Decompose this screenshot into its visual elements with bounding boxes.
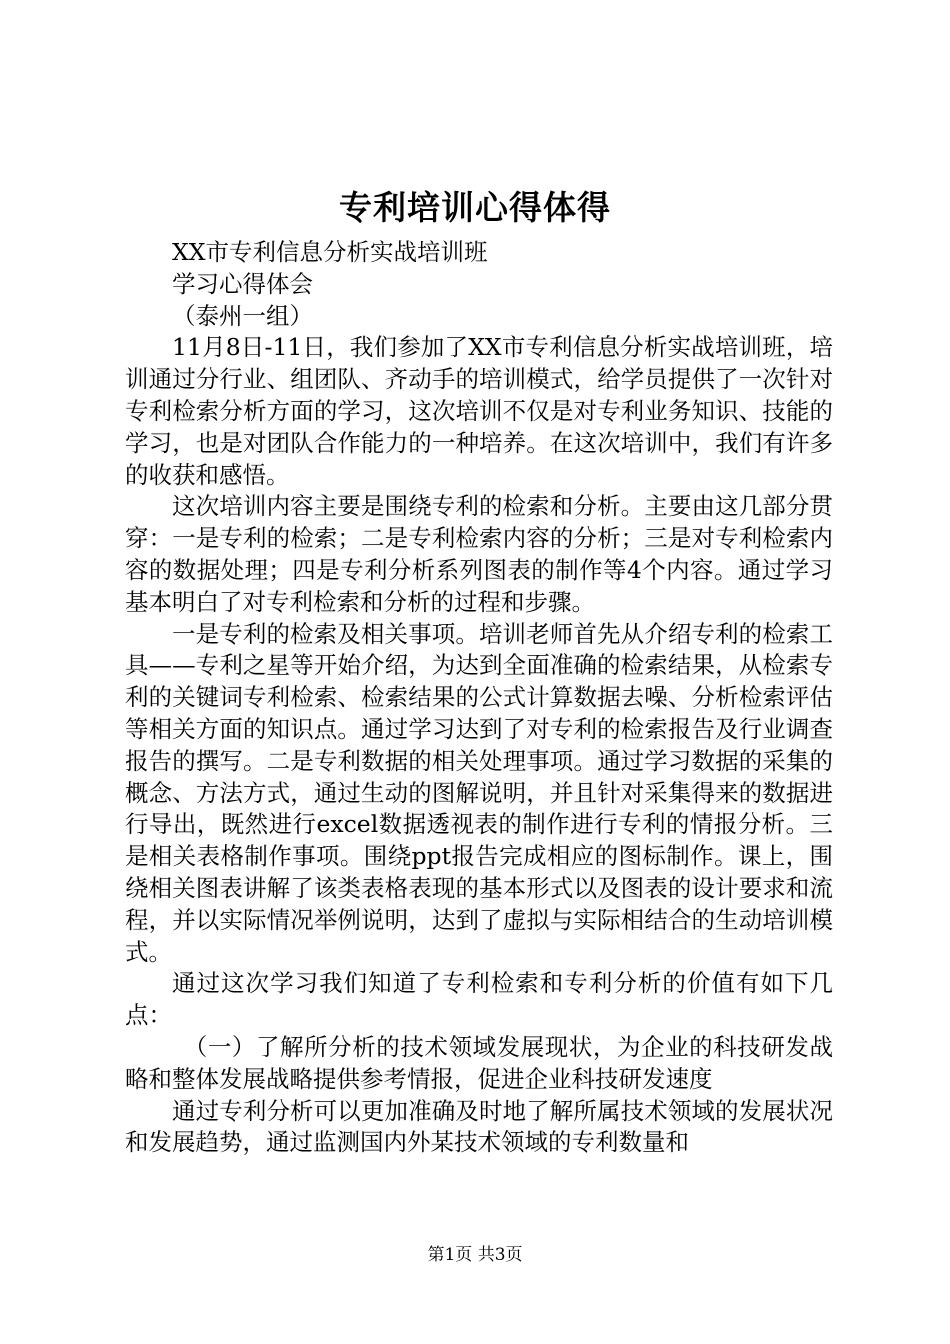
document-title: 专利培训心得体得	[339, 188, 611, 227]
body-paragraph: 通过专利分析可以更加准确及时地了解所属技术领域的发展状况和发展趋势，通过监测国内外某技术领域的专利数量和	[125, 1096, 833, 1157]
header-line-subtitle: 学习心得体会	[172, 269, 313, 298]
page-footer: 第1页 共3页	[427, 1245, 523, 1265]
body-paragraph: 11月8日-11日，我们参加了XX市专利信息分析实战培训班，培训通过分行业、组团队、齐动手的培训模式，给学员提供了一次针对专利检索分析方面的学习，这次培训不仅是对专利业务知识、技能的学习，也是对团队合作能力的一种培养。在这次培训中，我们有许多的收获和感悟。	[125, 333, 833, 489]
header-line-org: XX市专利信息分析实战培训班	[172, 238, 488, 266]
header-line-group: （泰州一组）	[172, 301, 313, 330]
body-paragraph: 这次培训内容主要是围绕专利的检索和分析。主要由这几部分贯穿：一是专利的检索；二是专利检索内容的分析；三是对专利检索内容的数据处理；四是专利分析系列图表的制作等4个内容。通过学习基本明白了对专利检索和分析的过程和步骤。	[125, 492, 833, 616]
body-paragraph: 通过这次学习我们知道了专利检索和专利分析的价值有如下几点：	[125, 969, 833, 1030]
section-heading: （一）了解所分析的技术领域发展现状，为企业的科技研发战略和整体发展战略提供参考情报，促进企业科技研发速度	[125, 1032, 833, 1093]
body-paragraph: 一是专利的检索及相关事项。培训老师首先从介绍专利的检索工具——专利之星等开始介绍，为达到全面准确的检索结果，从检索专利的关键词专利检索、检索结果的公式计算数据去噪、分析检索评估等相关方面的知识点。通过学习达到了对专利的检索报告及行业调查报告的撰写。二是专利数据的相关处理事项。通过学习数据的采集的概念、方法方式，通过生动的图解说明，并且针对采集得来的数据进行导出，既然进行excel数据透视表的制作进行专利的情报分析。三是相关表格制作事项。围绕ppt报告完成相应的图标制作。课上，围绕相关图表讲解了该类表格表现的基本形式以及图表的设计要求和流程，并以实际情况举例说明，达到了虚拟与实际相结合的生动培训模式。	[125, 619, 833, 966]
document-body	[125, 237, 833, 1159]
